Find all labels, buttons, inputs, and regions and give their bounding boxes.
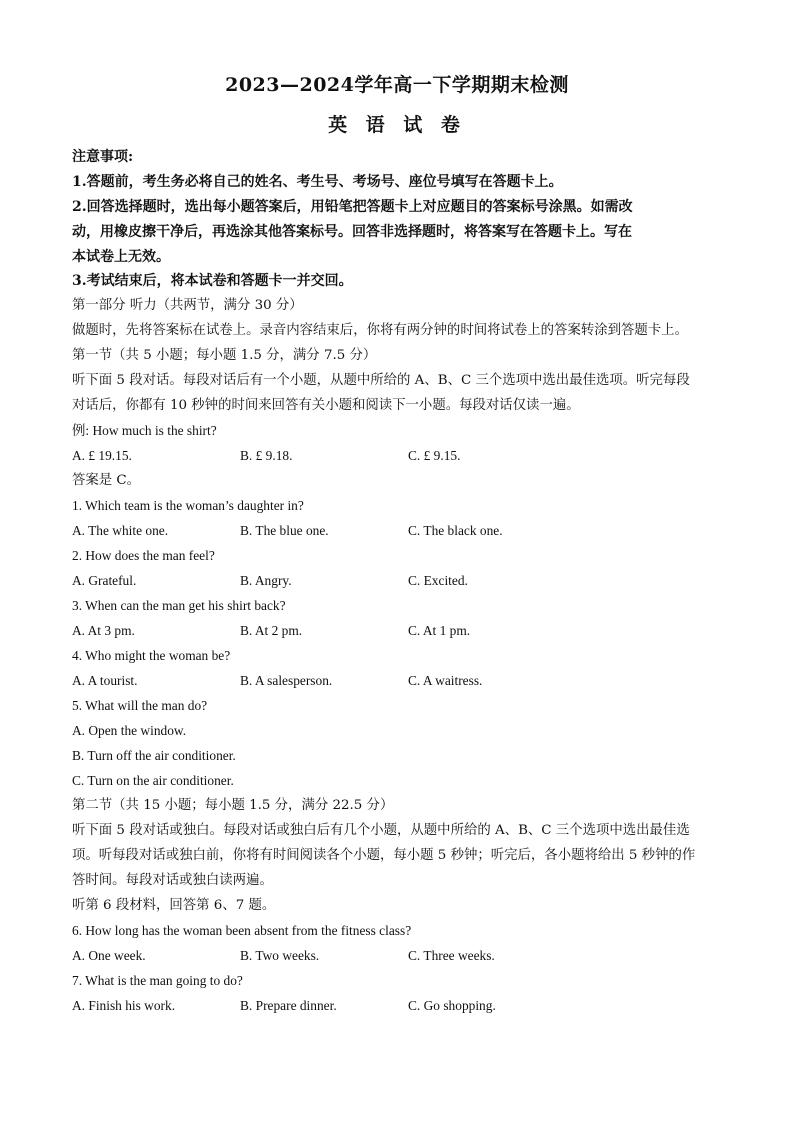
option-c: C. Excited. (408, 573, 468, 588)
question-4: 4. Who might the woman be? (72, 648, 231, 663)
option-a: A. Finish his work. (72, 998, 176, 1013)
note-line: 2.回答选择题时，选出每小题答案后，用铅笔把答题卡上对应题目的答案标号涂黑。如需改 (72, 199, 633, 215)
option-a: A. The white one. (72, 523, 169, 538)
question-6-options (72, 947, 722, 965)
section1-instruction: 听下面 5 段对话。每段对话后有一个小题，从题中所给的 A、B、C 三个选项中选出最佳选项。听完每段 (72, 373, 690, 388)
question-5: 5. What will the man do? (72, 698, 208, 713)
option-b: B. Angry. (240, 573, 292, 588)
option-a: A. Open the window. (72, 723, 187, 738)
section2-instruction: 答时间。每段对话或独白读两遍。 (72, 873, 273, 888)
option-b: B. The blue one. (240, 523, 329, 538)
section1-heading: 第一节（共 5 小题；每小题 1.5 分，满分 7.5 分） (72, 348, 377, 363)
question-4-options (72, 672, 722, 690)
note-line: 动，用橡皮擦干净后，再选涂其他答案标号。回答非选择题时，将答案写在答题卡上。写在 (72, 224, 632, 240)
option-b: B. A salesperson. (240, 673, 333, 688)
option-a: A. Grateful. (72, 573, 137, 588)
option-c: C. £ 9.15. (408, 448, 461, 463)
part1-intro: 做题时，先将答案标在试卷上。录音内容结束后，你将有两分钟的时间将试卷上的答案转涂到答题卡上。 (72, 323, 688, 338)
option-b: B. Prepare dinner. (240, 998, 337, 1013)
exam-title: 2023—2024学年高一下学期期末检测 (225, 74, 569, 96)
question-1-options (72, 522, 722, 540)
question-1: 1. Which team is the woman’s daughter in? (72, 498, 304, 513)
option-b: B. Turn off the air conditioner. (72, 748, 236, 763)
option-c: C. A waitress. (408, 673, 483, 688)
question-7: 7. What is the man going to do? (72, 973, 243, 988)
question-2-options (72, 572, 722, 590)
option-a: A. One week. (72, 948, 146, 963)
note-line: 本试卷上无效。 (72, 249, 170, 265)
option-a: A. A tourist. (72, 673, 138, 688)
note-line: 1.答题前，考生务必将自己的姓名、考生号、考场号、座位号填写在答题卡上。 (72, 174, 563, 190)
section2-instruction: 项。听每段对话或独白前，你将有时间阅读各个小题，每小题 5 秒钟；听完后，各小题将给出 5 秒钟的作 (72, 848, 696, 863)
note-line: 3.考试结束后，将本试卷和答题卡一并交回。 (72, 273, 353, 289)
example-answer: 答案是 C。 (72, 473, 141, 488)
subject-title: 英 语 试 卷 (328, 114, 466, 136)
option-b: B. £ 9.18. (240, 448, 293, 463)
section1-instruction: 对话后，你都有 10 秒钟的时间来回答有关小题和阅读下一小题。每段对话仅读一遍。 (72, 398, 580, 413)
notes-heading: 注意事项: (72, 149, 134, 165)
option-b: B. Two weeks. (240, 948, 320, 963)
question-3-options (72, 622, 722, 640)
question-7-options (72, 997, 722, 1015)
example-options (72, 447, 722, 465)
option-c: C. Turn on the air conditioner. (72, 773, 234, 788)
section2-heading: 第二节（共 15 小题；每小题 1.5 分，满分 22.5 分） (72, 798, 394, 813)
material-6-note: 听第 6 段材料，回答第 6、7 题。 (72, 898, 276, 913)
option-c: C. Three weeks. (408, 948, 495, 963)
option-a: A. At 3 pm. (72, 623, 135, 638)
option-c: C. At 1 pm. (408, 623, 471, 638)
example-question: 例: How much is the shirt? (72, 423, 217, 438)
question-3: 3. When can the man get his shirt back? (72, 598, 286, 613)
section2-instruction: 听下面 5 段对话或独白。每段对话或独白后有几个小题，从题中所给的 A、B、C 三个选项中选出最佳选 (72, 823, 690, 838)
option-b: B. At 2 pm. (240, 623, 303, 638)
option-c: C. The black one. (408, 523, 503, 538)
question-6: 6. How long has the woman been absent from the fitness class? (72, 923, 412, 938)
part1-heading: 第一部分 听力（共两节，满分 30 分） (72, 298, 303, 313)
option-a: A. £ 19.15. (72, 448, 132, 463)
question-2: 2. How does the man feel? (72, 548, 215, 563)
option-c: C. Go shopping. (408, 998, 496, 1013)
